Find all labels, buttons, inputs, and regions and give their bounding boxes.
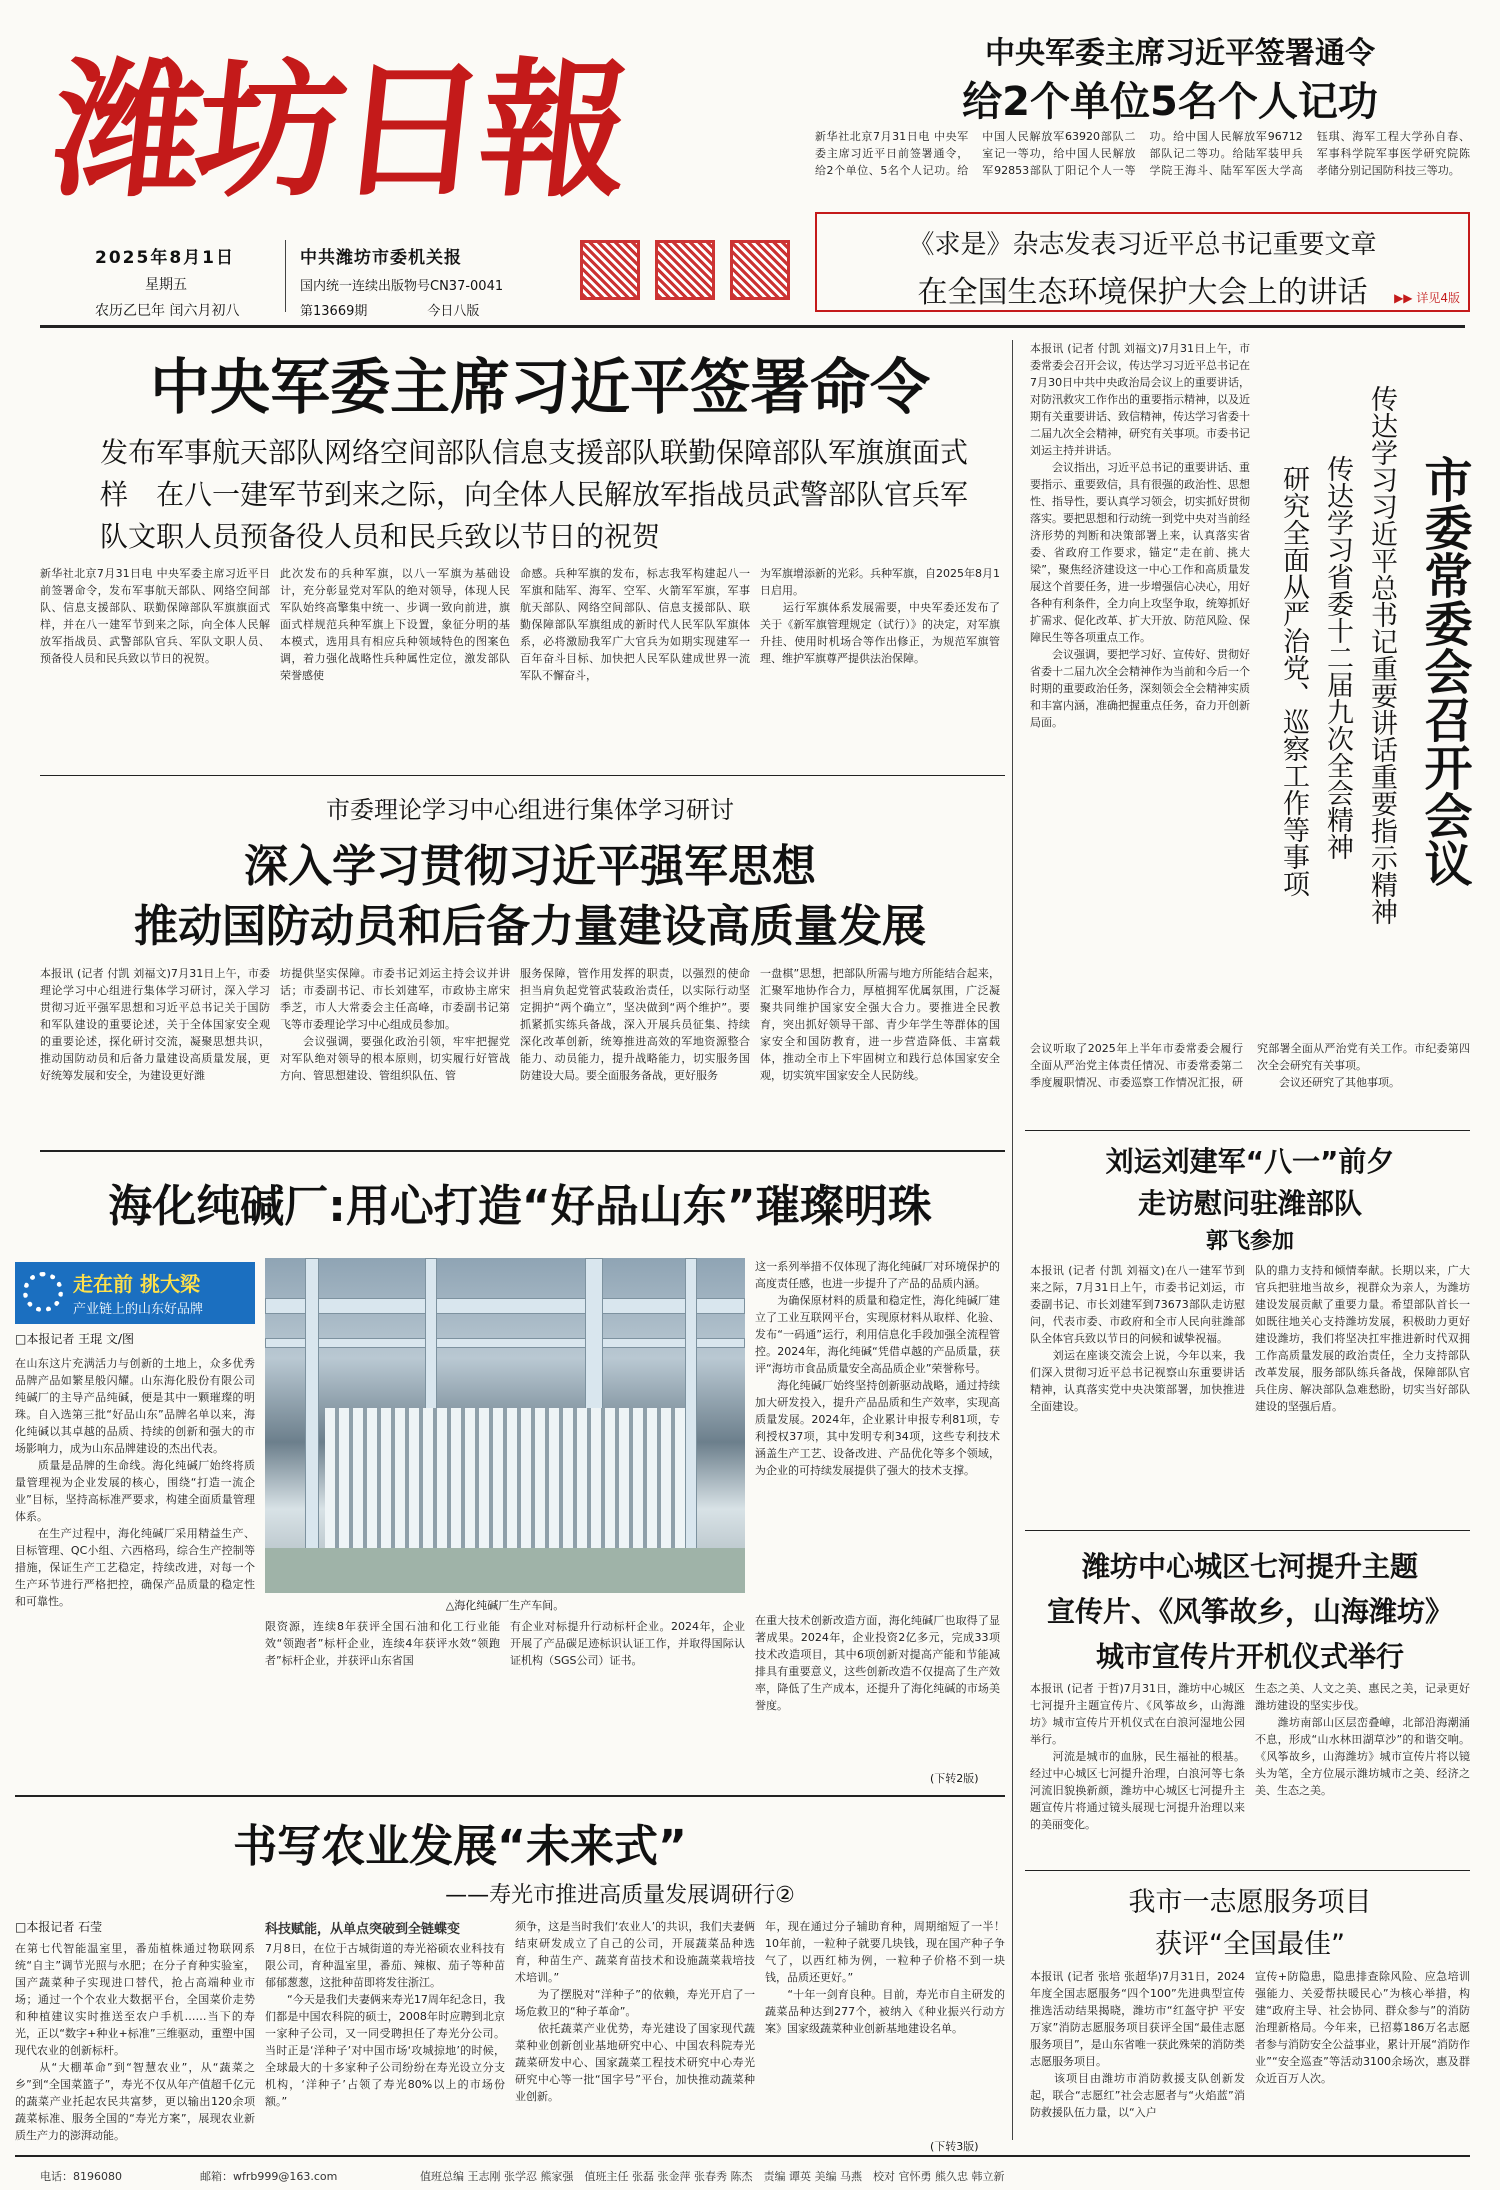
qr-code-icon[interactable]: [655, 240, 715, 300]
film-headline-1[interactable]: 潍坊中心城区七河提升主题: [1081, 1550, 1418, 1583]
agri-col-4: 年，现在通过分子辅助育种，周期缩短了一半！10年前，一粒种子就要几块钱，现在国产种子争气了，以西红柿为例，一粒种子价格不到一块钱，品质还更好。” “十年一剑育良种。目前，寿光市自主研发的蔬菜品种达到277个，被纳入《种业振兴行动方案》国家级蔬菜种业创新基地建设名单。: [765, 1920, 1005, 2035]
committee-tail: 会议听取了2025年上半年市委常委会履行全面从严治党主体责任情况、市委常委第二季度履职情况、市委巡察工作情况汇报，研究部署全面从严治党有关工作。市纪委第四次全会研究有关事项。 会议还研究了其他事项。: [1030, 1042, 1470, 1089]
agri-headline[interactable]: 书写农业发展“未来式”: [233, 1821, 687, 1872]
issue-pages: 今日八版: [427, 304, 480, 319]
soda-byline: □本报记者 王琨 文/图: [15, 1332, 135, 1346]
agri-col-2: 7月8日，在位于古城街道的寿光裕硕农业科技有限公司，育种温室里，番茄、辣椒、茄子等种苗郁郁葱葱，这批种苗即将发往浙江。 “今天是我们夫妻俩来寿光17周年纪念日，我们都是中国农科院的硕士，2008年时应聘到北京一家种子公司，又一同受聘担任了寿光分公司。当时正是‘洋种子’对中国市场‘攻城掠地’的时候，全球最大的十多家种子公司纷纷在寿光设立分支机构，‘洋种子’占领了寿光80%以上的市场份额。”: [265, 1942, 505, 2108]
soda-col-mid: 限资源，连续8年获评全国石油和化工行业能效“领跑者”标杆企业，连续4年获评水效“领跑者”标杆企业，并获评山东省国: [265, 1620, 500, 1667]
soda-col-mid-2: 有企业对标提升行动标杆企业。2024年，企业开展了产品碳足迹标识认证工作，并取得国际认证机构（SGS公司）证书。: [510, 1620, 745, 1667]
soda-continued[interactable]: (下转2版): [930, 1772, 979, 1785]
qiushi-line1: 《求是》杂志发表习近平总书记重要文章: [908, 230, 1377, 260]
qiushi-line2: 在全国生态环境保护大会上的讲话: [917, 275, 1368, 310]
committee-sub-2: 传达学习省委十二届九次全会精神: [1322, 455, 1353, 860]
study-col-1: 本报讯 (记者 付凯 刘福文)7月31日上午，市委理论学习中心组进行集体学习研讨，深入学习贯彻习近平强军思想和习近平总书记关于国防和军队建设的重要论述，关于全体国家安全观的重要论述，探化研讨交流，凝聚思想共识，推动国防动员和后备力量建设高质量发展，更好统筹发展和安全，为建设更好潍: [40, 967, 270, 1082]
committee-headline[interactable]: 市委常委会召开会议: [1416, 455, 1472, 887]
issue-weekday: 星期五: [145, 277, 187, 293]
agri-byline: □本报记者 石莹: [15, 1920, 103, 1934]
agri-col-2-head: 科技赋能，从单点突破到全链蝶变: [265, 1922, 461, 1937]
study-col-3: 服务保障，管作用发挥的职责，以强烈的使命担当肩负起党管武装政治责任，以实际行动坚定拥护“两个确立”，坚决做到“两个维护”。要抓紧抓实练兵备战，深入开展兵员征集、持续深化改革创新，统筹推进高效的军地资源整合能力、动员能力，提升战略能力，切实服务国防建设大局。要全面服务备战，更好服务: [520, 967, 750, 1082]
qr-code-icon[interactable]: [580, 240, 640, 300]
study-col-4: 一盘棋”思想，把部队所需与地方所能结合起来，汇聚军地协作合力，厚植拥军优属氛围，广泛凝聚共同维护国家安全强大合力。要推进全民教育，突出抓好领导干部、青少年学生等群体的国家安全和国防教育，进一步营造降低、丰富载体，推动全市上下牢固树立和践行总体国家安全观，切实筑牢国家安全人民防线。: [760, 967, 1000, 1082]
liu-visit-headline-1[interactable]: 刘运刘建军“八一”前夕: [1105, 1145, 1395, 1178]
lead-col-3: 命感。兵种军旗的发布，标志我军构建起八一军旗和陆军、海军、空军、火箭军军旗，军事航天部队、网络空间部队、信息支援部队、联勤保障部队军旗组成的新时代人民军队军旗体系，必将激励我军广大官兵为如期实现建军一百年奋斗目标、加快把人民军队建成世界一流军队不懈奋斗，: [520, 567, 750, 682]
soda-headline[interactable]: 海化纯碱厂:用心打造“好品山东”璀璨明珠: [108, 1181, 932, 1232]
liu-visit-col-2: 队的鼎力支持和倾情奉献。长期以来，广大官兵把驻地当故乡，视群众为亲人，为潍坊建设发展贡献了重要力量。希望部队首长一如既往地关心支持潍坊发展，积极助力更好建设潍坊，我们将坚决扛牢推进新时代双拥工作高质量发展的政治责任，全力支持部队改革发展，服务部队练兵备战，保障部队官兵住房、解决部队急难愁盼，切实当好部队建设的坚强后盾。: [1255, 1264, 1470, 1413]
masthead-rule: [40, 325, 1465, 328]
liu-visit-headline-3: 郭飞参加: [1205, 1229, 1294, 1254]
top-story-kicker: 中央军委主席习近平签署通令: [985, 36, 1375, 71]
soda-col-right-2: 在重大技术创新改造方面，海化纯碱厂也取得了显著成果。2024年，企业投资2亿多元，完成33项技术改造项目，其中6项创新对提高产能和节能减排具有重要意义，这些创新改造不仅提高了生产效率，降低了生产成本，还提升了海化纯碱的市场美誉度。: [755, 1614, 1000, 1712]
liu-visit-headline-2[interactable]: 走访慰问驻潍部队: [1137, 1187, 1362, 1220]
footer-email: 邮箱：wfrb999@163.com: [200, 2170, 338, 2183]
committee-sub-1: 传达学习习近平总书记重要讲话重要指示精神: [1366, 385, 1397, 925]
top-story-text: 新华社北京7月31日电 中央军委主席习近平日前签署通令，给2个单位、5名个人记功。给中国人民解放军63920部队二室记一等功，给中国人民解放军92853部队丁阳记个人一等功。给中国人民解放军96712部队记二等功。给陆军装甲兵学院王海斗、陆军军医大学高钰琪、海军工程大学孙自春、军事科学院军事医学研究院陈孝储分别记国防科技三等功。: [815, 130, 1470, 177]
agri-subhead: ——寿光市推进高质量发展调研行②: [445, 1883, 795, 1908]
committee-text: 本报讯 (记者 付凯 刘福文)7月31日上午，市委常委会召开会议，传达学习习近平总书记在7月30日中共中央政治局会议上的重要讲话，对防汛救灾工作作出的重要指示精神，以及近期有关重要讲话、致信精神，传达学习省委十二届九次全会精神，研究有关事项。市委书记刘运主持并讲话。 会议指出，习近平总书记的重要讲话、重要指示、重要致信，具有很强的政治性、思想性、指导性，要认真学习领会，切实抓好贯彻落实。要把思想和行动统一到党中央对当前经济形势的判断和决策部署上来，认真落实省委、省政府工作要求，锚定“走在前、挑大梁”，聚焦经济建设这一中心工作和高质量发展这个首要任务，进一步增强信心决心，用好各种有利条件，全力向上攻坚争取，统筹抓好扩需求、促化改革、扩大开放、防范风险、保障民生等各项重点工作。 会议强调，要把学习好、宣传好、贯彻好省委十二届九次全会精神作为当前和今后一个时期的重要政治任务，深刻领会全会精神实质和丰富内涵，准确把握重点任务，奋力开创新局面。: [1030, 342, 1250, 729]
lead-col-4: 为军旗增添新的光彩。兵种军旗，自2025年8月1日启用。 运行军旗体系发展需要，中央军委还发布了关于《新军旗管理规定（试行）》的决定，对军旗升挂、使用时机场合等作出修正，为规范军旗管理、维护军旗尊严提供法治保障。: [760, 567, 1000, 665]
lead-headline[interactable]: 中央军委主席习近平签署命令: [150, 353, 930, 423]
qiushi-see-page[interactable]: ▶▶ 详见4版: [1394, 291, 1460, 305]
study-kicker: 市委理论学习中心组进行集体学习研讨: [326, 796, 734, 824]
issue-number: 第13669期: [300, 304, 368, 319]
liu-visit-col-1: 本报讯 (记者 付凯 刘福文)在八一建军节到来之际，7月31日上午，市委书记刘运，市委副书记、市长刘建军到73673部队走访慰问，代表市委、市政府和全市人民向驻潍部队全体官兵致以节日的问候和诚挚祝福。 刘运在座谈交流会上说，今年以来，我们深入贯彻习近平总书记视察山东重要讲话精神，认真落实党中央决策部署，加快推进全面建设。: [1030, 1264, 1245, 1413]
cn-number: 国内统一连续出版物号CN37-0041: [300, 279, 504, 294]
volunteer-col-1: 本报讯 (记者 张培 张超华)7月31日，2024年度全国志愿服务“四个100”先进典型宣传推选活动结果揭晓，潍坊市“红盔守护 平安万家”消防志愿服务项目获评全国“最佳志愿服务项目”，是山东省唯一获此殊荣的消防类志愿服务项目。 该项目由潍坊市消防救援支队创新发起，联合“志愿红”社会志愿者与“火焰蓝”消防救援队伍力量，以“入户: [1030, 1970, 1245, 2119]
qr-code-icon[interactable]: [730, 240, 790, 300]
agri-col-3: 须争，这是当时我们‘农业人’的共识，我们夫妻俩结束研发成立了自己的公司，开展蔬菜品种选育，种苗生产、蔬菜育苗技术和设施蔬菜栽培技术培训。” 为了摆脱对“洋种子”的依赖，寿光开启了一场危救卫的“种子革命”。 依托蔬菜产业优势，寿光建设了国家现代蔬菜种业创新创业基地研究中心、中国农科院寿光蔬菜研发中心、国家蔬菜工程技术研究中心寿光研究中心等一批“国字号”平台，加快推动蔬菜种业创新。: [515, 1920, 755, 2103]
study-col-2: 坊提供坚实保障。市委书记刘运主持会议并讲话；市委副书记、市长刘建军，市政协主席宋季芝，市人大常委会主任高峰，市委副书记第飞等市委理论学习中心组成员参加。 会议强调，要强化政治引领，牢牢把握党对军队绝对领导的根本原则，切实履行好管战方向、管思想建设、管组织队伍、管: [280, 967, 510, 1082]
footer-phone: 电话：8196080: [40, 2170, 122, 2183]
committee-sub-3: 研究全面从严治党、巡察工作等事项: [1278, 465, 1309, 897]
agri-continued[interactable]: (下转3版): [930, 2140, 979, 2153]
footer: [0, 2160, 1500, 2190]
volunteer-headline-1[interactable]: 我市一志愿服务项目: [1128, 1887, 1372, 1918]
study-headline-1[interactable]: 深入学习贯彻习近平强军思想: [244, 841, 816, 892]
film-col-1: 本报讯 (记者 于哲)7月31日，潍坊中心城区七河提升主题宣传片、《风筝故乡，山海潍坊》城市宣传片开机仪式在白浪河湿地公园举行。 河流是城市的血脉，民生福祉的根基。经过中心城区七河提升治理，白浪河等七条河流旧貌换新颜，潍坊中心城区七河提升主题宣传片将通过镜头展现七河提升治理以来的美丽变化。: [1030, 1682, 1245, 1831]
factory-photo-caption: △海化纯碱厂生产车间。: [445, 1599, 565, 1612]
qiushi-box[interactable]: [815, 212, 1470, 312]
agri-col-1: 在第七代智能温室里，番茄植株通过物联网系统“自主”调节光照与水肥；在分子育种实验室，国产蔬菜种子实现进口替代，抢占高端种业市场；通过一个个农业大数据平台，全国菜价走势和种植建议实时推送至农户手机……当下的寿光，正以“数字+种业+标准”三维驱动，重塑中国现代农业的创新标杆。 从“大棚革命”到“智慧农业”，从“蔬菜之乡”到“全国菜篮子”，寿光不仅从年产值超千亿元的蔬菜产业托起农民共富梦，更以输出120余项蔬菜标准、服务全国的“寿光方案”，展现农业新质生产力的澎湃动能。: [15, 1942, 255, 2142]
soda-col-1: 在山东这片充满活力与创新的土地上，众多优秀品牌产品如繁星般闪耀。山东海化股份有限公司纯碱厂的主导产品纯碱，便是其中一颗璀璨的明珠。自入选第三批“好品山东”品牌名单以来，海化纯碱以其卓越的品质、持续的创新和强大的市场影响力，成为山东品牌建设的杰出代表。 质量是品牌的生命线。海化纯碱厂始终将质量管理视为企业发展的核心，围绕“打造一流企业”目标，坚持高标准严要求，构建全面质量管理体系。 在生产过程中，海化纯碱厂采用精益生产、目标管理、QC小组、六西格玛，综合生产控制等措施，保证生产工艺稳定，持续改进，对每一个生产环节进行严格把控，确保产品质量的稳定性和可靠性。: [15, 1357, 255, 1608]
film-headline-2[interactable]: 宣传片、《风筝故乡，山海潍坊》: [1046, 1595, 1453, 1628]
publisher-name: 中共潍坊市委机关报: [300, 248, 462, 268]
lead-col-1: 新华社北京7月31日电 中央军委主席习近平日前签署命令，发布军事航天部队、网络空间部队、信息支援部队、联勤保障部队军旗旗面式样，并在八一建军节到来之际，向全体人民解放军指战员、武警部队官兵、军队文职人员、预备役人员和民兵致以节日的祝贺。: [40, 567, 270, 665]
soda-banner: [15, 1262, 255, 1324]
lead-col-2: 此次发布的兵种军旗，以八一军旗为基础设计，充分彰显党对军队的绝对领导，体现人民军队始终高擎集中统一、步调一致向前进，旗面式样规范兵种军旗上下设置，象征分明的基本模式，选用具有相应兵种领域特色的图案色调，着力强化战略性兵种属性定位，激发部队荣誉感使: [280, 567, 510, 682]
issue-date-block: [95, 243, 239, 320]
footer-duty: 值班总编 王志刚 张学忍 熊家强 值班主任 张磊 张金萍 张春秀 陈杰 责编 谭英 美编 马燕 校对 官怀勇 熊久忠 韩立新: [420, 2170, 1005, 2183]
film-col-2: 生态之美、人文之美、惠民之美，记录更好潍坊建设的坚实步伐。 潍坊南部山区层峦叠嶂，北部沿海潮涌不息，形成“山水林田湖草沙”的和谐交响。《风筝故乡，山海潍坊》城市宣传片将以镜头为笔，全方位展示潍坊城市之美、经济之美、生态之美。: [1255, 1682, 1470, 1797]
study-headline-2[interactable]: 推动国防动员和后备力量建设高质量发展: [134, 901, 926, 952]
masthead-logo: 潍坊日報: [45, 43, 633, 217]
soda-col-right: 这一系列举措不仅体现了海化纯碱厂对环境保护的高度责任感，也进一步提升了产品的品质内涵。 为确保原材料的质量和稳定性，海化纯碱厂建立了工业互联网平台，实现原材料从取样、化验、发布“一码通”运行，利用信息化手段加强全流程管控。2024年，海化纯碱“凭借卓越的产品质量，获评“海坊市食品质量安全高品质企业”荣誉称号。 海化纯碱厂始终坚持创新驱动战略，通过持续加大研发投入，提升产品品质和生产效率，实现高质量发展。2024年，企业累计申报专利81项，专利授权37项，其中发明专利34项，这些专利技术涵盖生产工艺、设备改进、产品优化等多个领域，为企业的可持续发展提供了强大的技术支撑。: [755, 1260, 1000, 1477]
film-headline-3[interactable]: 城市宣传片开机仪式举行: [1095, 1640, 1404, 1673]
volunteer-headline-2[interactable]: 获评“全国最佳”: [1155, 1929, 1345, 1960]
publisher-block: [300, 243, 503, 319]
volunteer-col-2: 宣传+防隐患，隐患排查除风险、应急培训强能力、关爱帮扶暖民心”为核心举措，构建“政府主导、社会协同、群众参与”的消防治理新格局。今年来，已招募186万名志愿者参与消防安全公益事业，累计开展“消防作业”“安全巡查”等活动3100余场次，惠及群众近百万人次。: [1255, 1970, 1470, 2085]
soda-banner-title: 走在前 挑大梁: [73, 1272, 200, 1296]
soda-banner-sub: 产业链上的山东好品牌: [73, 1302, 204, 1317]
top-story-headline[interactable]: 给2个单位5名个人记功: [962, 79, 1378, 125]
gear-icon: [23, 1272, 63, 1312]
issue-lunar: 农历乙巳年 闰六月初八: [95, 303, 240, 319]
factory-photo: [265, 1258, 745, 1593]
lead-subhead: 发布军事航天部队网络空间部队信息支援部队联勤保障部队军旗旗面式样 在八一建军节到来之际，向全体人民解放军指战员武警部队官兵军队文职人员预备役人员和民兵致以节日的祝贺: [100, 436, 969, 553]
issue-date: 2025年8月1日: [95, 248, 235, 268]
